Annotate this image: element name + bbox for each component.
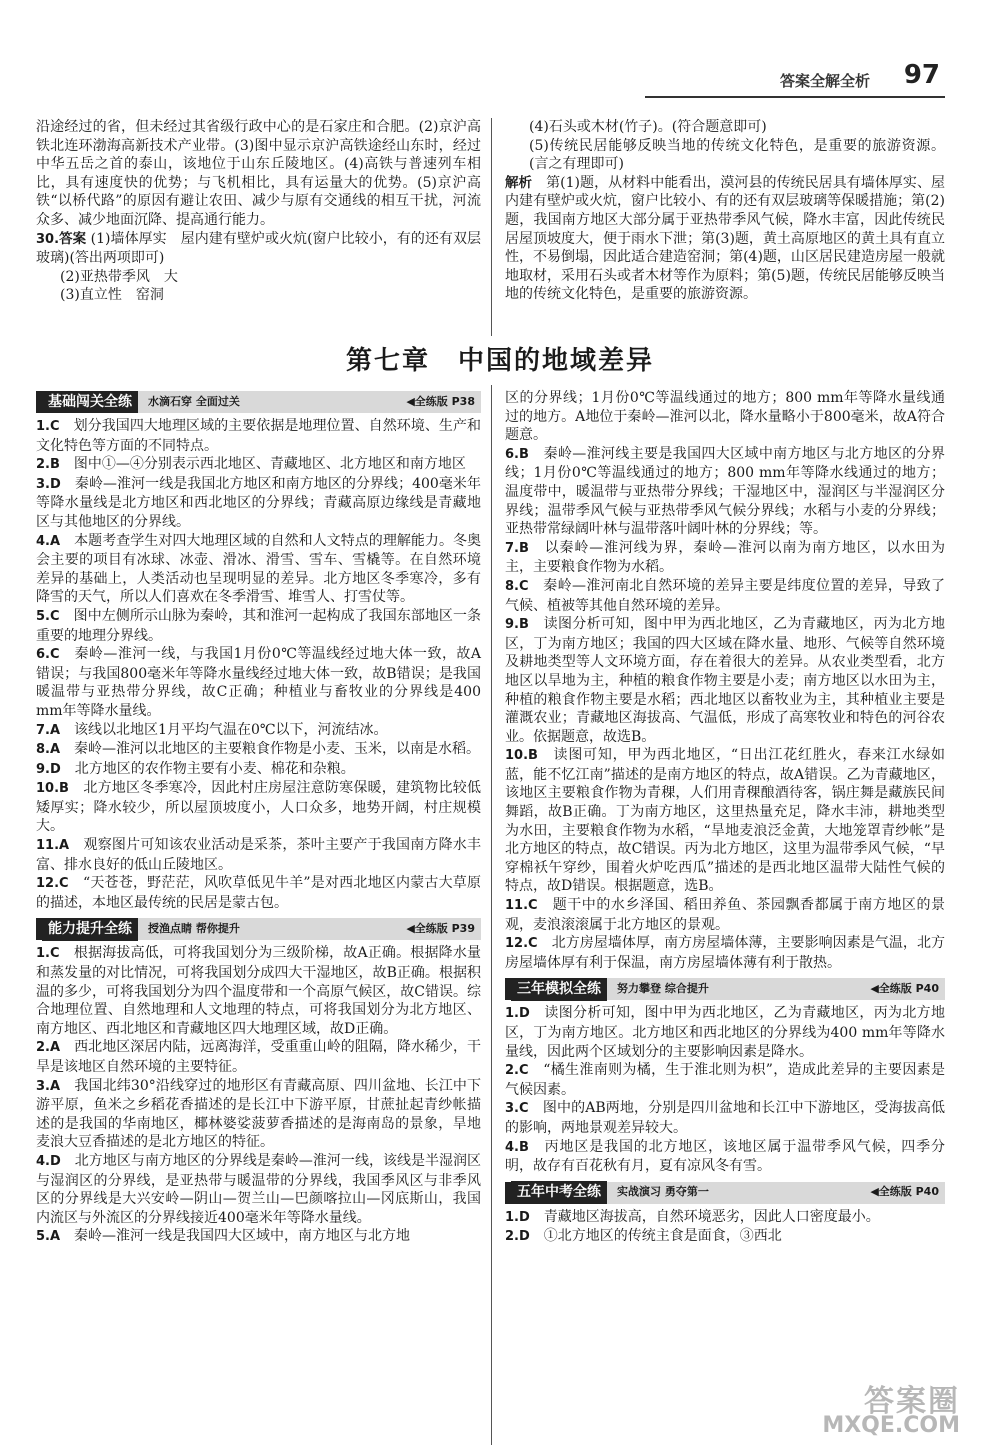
answer-item (36, 760, 481, 780)
answer-item (36, 532, 481, 607)
answer-item (505, 896, 945, 934)
answer-number: 3.D (36, 476, 61, 492)
section-ref: ◀全练版 P39 (406, 922, 475, 936)
answer-text: 读图分析可知，图中甲为西北地区，乙为青藏地区，丙为北方地区，丁为南方地区。北方地区和西北地区的分界线为400 mm年等降水量线，因此两个区域划分的主要影响因素是降水。 (505, 1005, 946, 1060)
answer-text: 西北地区深居内陆，远离海洋，受重重山岭的阻隔，降水稀少，干旱是该地区自然环境的主要特征。 (36, 1039, 482, 1075)
answer-item (36, 874, 481, 912)
answer-item (36, 607, 481, 645)
answer-item (505, 1227, 945, 1247)
column-divider-main (491, 385, 492, 1445)
answer-number: 11.C (505, 898, 538, 914)
page-number: 97 (903, 60, 940, 90)
answer-number: 8.A (36, 742, 61, 758)
answer-number: 12.C (505, 936, 538, 952)
answer-item (505, 1138, 945, 1176)
answer-text: 我国北纬30°沿线穿过的地形区有青藏高原、四川盆地、长江中下游平原，鱼米之乡稻花香描述的是长江中下游平原，甘蔗扯起青纱帐描述的是我国的华南地区，椰林婆娑菠萝香描述的是海南岛的景象，旱地麦浪大豆香描述的是北方地区的特征。 (36, 1077, 481, 1151)
answer-item (505, 1208, 945, 1228)
answer-text: 该线以北地区1月平均气温在0℃以下，河流结冰。 (74, 721, 388, 738)
answer-item (505, 1099, 945, 1137)
answer-text: 秦岭—淮河线主要是我国四大区域中南方地区与北方地区的分界线；1月份0℃等温线通过的地方；800 mm年等降水线通过的地方；温度带中，暖温带与亚热带分界线；干湿地区中，湿润区与半湿润区分界线；温带季风气候与亚热带季风气候分界线；水稻与小麦的分界线；亚热带常绿阔叶林与温带落叶阔叶林的分界线；等。 (505, 445, 946, 538)
answer-number: 4.A (36, 533, 61, 549)
answer-text: 北方地区与南方地区的分界线是秦岭—淮河一线，该线是半湿润区与湿润区的分界线，是亚热带与暖温带的分界线，我国季风区与非季风区的分界线是大兴安岭—阴山—贺兰山—巴颜喀拉山—冈底斯山，我国内流区与外流区的分界线接近400毫米年等降水量线。 (36, 1152, 481, 1226)
answer-text: ①北方地区的传统主食是面食，③西北 (543, 1228, 782, 1245)
chapter-title: 第七章 中国的地域差异 (345, 346, 654, 376)
answer-number: 4.D (36, 1153, 61, 1169)
answer-text: 图中左侧所示山脉为秦岭，其和淮河一起构成了我国东部地区一条重要的地理分界线。 (36, 607, 482, 644)
answer-text: 秦岭—淮河以北地区的主要粮食作物是小麦、玉米，以南是水稻。 (74, 741, 481, 758)
section-title: 三年模拟全练 (511, 978, 607, 1001)
column-divider-top (491, 118, 492, 336)
q29-analysis (505, 174, 945, 304)
analysis-text: 第(1)题，从材料中能看出，漠河县的传统民居具有墙体厚实、屋内建有壁炉或火炕，窗户比较小、有的还有双层玻璃等保暖措施；第(2)题，我国南方地区大部分属于亚热带季风气候，降水丰富，因此传统民居屋顶坡度大，便于雨水下泄；第(3)题，黄土高原地区的黄土具有直立性，不易倒塌，因此适合建造窑洞；第(4)题，山区居民建造房屋一般就地取材，采用石头或者木材等作为原料；第(5)题，传统民居能够反映当地的传统文化特色，是重要的旅游资源。 (505, 174, 945, 303)
five-year-answers (505, 1208, 945, 1247)
main-right-column (505, 389, 945, 1247)
answer-number: 2.C (505, 1063, 529, 1079)
answer-number: 2.A (36, 1040, 61, 1056)
answer-item (36, 1152, 481, 1227)
q30-number: 30. (36, 231, 60, 247)
section-ref: ◀全练版 P40 (870, 1185, 939, 1199)
section-subtitle: 授渔点睛 帮你提升 (148, 922, 240, 936)
answer-number: 1.C (36, 946, 60, 962)
q30-line-2: (2)亚热带季风 大 (60, 268, 178, 285)
answer-number: 7.B (505, 540, 529, 556)
answer-item (36, 1038, 481, 1076)
header-rule (645, 96, 945, 98)
answer-number: 2.D (505, 1229, 530, 1245)
answer-number: 6.B (505, 446, 529, 462)
answer-text: “橘生淮南则为橘，生于淮北则为枳”，造成此差异的主要因素是气候因素。 (505, 1062, 945, 1098)
section-banner-three-year (505, 978, 945, 1000)
answer-number: 5.C (36, 608, 60, 624)
answer-item (36, 721, 481, 741)
answer-item (505, 615, 945, 746)
answer-text: 北方房屋墙体厚，南方房屋墙体薄，主要影响因素是气温，北方房屋墙体厚有利于保温，南方房屋墙体薄有利于散热。 (505, 935, 946, 971)
answer-number: 3.A (36, 1078, 61, 1094)
answer-item (505, 1061, 945, 1099)
answer-item (36, 779, 481, 836)
answer-text: 以秦岭—淮河线为界，秦岭—淮河以南为南方地区，以水田为主，主要粮食作物为水稻。 (505, 539, 946, 576)
answer-text: 丙地区是我国的北方地区，该地区属于温带季风气候，四季分明，故存有百花秋有月，夏有凉风冬有雪。 (505, 1138, 946, 1175)
answer-number: 9.B (505, 617, 529, 633)
section-banner-basic (36, 391, 481, 413)
answer-item (36, 836, 481, 874)
answer-item (505, 539, 945, 577)
section-title: 能力提升全练 (42, 918, 138, 941)
three-year-answers (505, 1004, 945, 1175)
prev-answer-text: 沿途经过的省，但未经过其省级行政中心的是石家庄和合肥。(2)京沪高铁北连环渤海高新技术产业带。(3)图中显示京沪高铁途经山东时，经过中华五岳之首的泰山，该地位于山东丘陵地区。(4)高铁与普速列车相比，具有速度快的优势；与飞机相比，具有运量大的优势。(5)京沪高铁“以桥代路”的原因有避让农田、减少与原有交通线的相互干扰，河流众多、减少地面沉降、提高通行能力。 (36, 119, 481, 228)
watermark-text: 答案圈 (864, 1384, 960, 1419)
answer-number: 1.D (505, 1006, 530, 1022)
section-subtitle: 实战演习 勇夺第一 (617, 1185, 709, 1199)
answer-text: 青藏地区海拔高，自然环境恶劣，因此人口密度最小。 (543, 1208, 880, 1225)
answer-text: “天苍苍，野茫茫，风吹草低见牛羊”是对西北地区内蒙古大草原的描述，本地区最传统的民居是蒙古包。 (36, 875, 481, 911)
answer-text: 题干中的水乡泽国、稻田养鱼、茶园飘香都属于南方地区的景观，麦浪滚滚属于北方地区的景观。 (505, 897, 946, 933)
answer-text: 北方地区冬季寒冷，因此村庄房屋注意防寒保暖，建筑物比较低矮厚实；降水较少，所以屋顶坡度小，人口众多，地势开阔，村庄规模大。 (36, 780, 482, 835)
section-banner-ability (36, 918, 481, 940)
section-ref: ◀全练版 P40 (870, 982, 939, 996)
answer-item (36, 1227, 481, 1247)
answer-number: 12.C (36, 876, 69, 892)
ability-answers (36, 944, 481, 1247)
answer-item (505, 577, 945, 615)
section-banner-five-year (505, 1182, 945, 1204)
answer-item (505, 934, 945, 972)
answer-text: 秦岭—淮河南北自然环境的差异主要是纬度位置的差异，导致了气候、植被等其他自然环境的差异。 (505, 577, 946, 614)
page-header (0, 0, 1000, 100)
header-title: 答案全解全析 (779, 72, 870, 90)
answer-number: 7.A (36, 722, 61, 738)
answer-text: 北方地区的农作物主要有小麦、棉花和杂粮。 (74, 760, 355, 777)
q30-line-1: (1)墙体厚实 屋内建有壁炉或火炕(窗户比较小，有的还有双层玻璃)(答出两项即可) (36, 230, 482, 267)
answer-item (36, 944, 481, 1038)
answer-text: 秦岭—淮河一线，与我国1月份0℃等温线经过地大体一致，故A错误；与我国800毫米年等降水量线经过地大体一致，故B错误；是我国暖温带与亚热带分界线，故C正确；种植业与畜牧业的分界线是400 mm年等降水量线。 (36, 646, 482, 719)
answer-text: 图中①—④分别表示西北地区、青藏地区、北方地区和南方地区 (73, 456, 466, 473)
answer-item (36, 475, 481, 532)
ability-answers-cont (505, 389, 945, 972)
answer-text: 图中的AB两地，分别是四川盆地和长江中下游地区，受海拔高低的影响，两地景观差异较大。 (505, 1100, 945, 1136)
answer-number: 1.C (36, 419, 60, 434)
answer-item (505, 445, 945, 539)
answer-item (505, 1004, 945, 1061)
answer-number: 3.C (505, 1101, 529, 1117)
watermark-url: MXQE.COM (822, 1413, 960, 1438)
q30-label: 答案 (59, 230, 87, 247)
answer-item (36, 455, 481, 475)
q29-answer-4: (4)石头或木材(竹子)。(符合题意即可) (529, 119, 767, 135)
answer-number: 10.B (36, 781, 69, 797)
answer-number: 6.C (36, 647, 60, 663)
answer-item (505, 746, 945, 896)
section-title: 基础闯关全练 (42, 391, 138, 414)
answer-text: 根据海拔高低，可将我国划分为三级阶梯，故A正确。根据降水量和蒸发量的对比情况，可将我国划分成四大干湿地区，故B正确。根据积温的多少，可将我国划分为四个温度带和一个高原气候区，故C错误。综合地理位置、自然地理和人文地理的特点，可将我国划分为北方地区、南方地区、西北地区和青藏地区四大地理区域，故D正确。 (36, 945, 482, 1037)
q30-line-3: (3)直立性 窑洞 (60, 287, 164, 304)
answer-number: 5.A (36, 1229, 61, 1245)
answer-text: 本题考查学生对四大地理区域的自然和人文特点的理解能力。冬奥会主要的项目有冰球、冰壶、滑冰、滑雪、雪车、雪橇等。在自然环境差异的基础上，人类活动也呈现明显的差异。北方地区冬季寒冷，多有降雪的天气，所以人们喜欢在冬季滑雪、堆雪人、打雪仗等。 (36, 532, 482, 606)
basic-answers (36, 417, 481, 912)
answer-item (505, 389, 945, 445)
section-ref: ◀全练版 P38 (406, 394, 475, 408)
analysis-label: 解析 (505, 174, 533, 191)
watermark-logo (822, 1376, 960, 1438)
answer-number: 10.B (505, 748, 538, 764)
answer-text: 读图分析可知，图中甲为西北地区，乙为青藏地区，丙为北方地区，丁为南方地区；我国的四大区域在降水量、地形、气候等自然环境及耕地类型等人文环境方面，存在着很大的差异。从农业类型看，北方地区以旱地为主，种植的粮食作物主要是小麦；南方地区以水田为主，种植的粮食作物主要是水稻；西北地区以畜牧业为主，其种植业主要是灌溉农业；青藏地区海拔高、气温低，形成了高寒牧业和特色的河谷农业。依据题意，故选B。 (505, 616, 946, 745)
section-subtitle: 水滴石穿 全面过关 (148, 394, 240, 408)
answer-item (36, 1077, 481, 1152)
answer-text: 秦岭—淮河一线是我国北方地区和南方地区的分界线；400毫米年等降水量线是北方地区和西北地区的分界线；青藏高原边缘线是青藏地区与其他地区的分界线。 (36, 475, 481, 530)
answer-item (36, 645, 481, 720)
section-subtitle: 努力攀登 综合提升 (617, 982, 709, 996)
answer-item (36, 417, 481, 455)
answer-number: 9.D (36, 761, 61, 777)
answer-text: 读图可知，甲为西北地区，“日出江花红胜火，春来江水绿如蓝，能不忆江南”描述的是南方地区的特点，故A错误。乙为青藏地区，该地区主要粮食作物为青稞，人们用青稞酿酒待客，锅庄舞是藏族民间舞蹈，故B正确。丁为南方地区，这里热量充足，降水丰沛，耕地类型为水田，主要粮食作物为水稻，“旱地麦浪泛金黄，大地笼罩青纱帐”是北方地区的特点，故C错误。丙为北方地区，这里为温带季风气候，“早穿棉袄午穿纱，围着火炉吃西瓜”描述的是西北地区温带大陆性气候的特点，故D错误。根据题意，选B。 (505, 747, 946, 895)
answer-number: 11.A (36, 838, 70, 854)
q30-answer (36, 230, 481, 268)
answer-number: 8.C (505, 578, 529, 594)
q29-answer-5: (5)传统民居能够反映当地的传统文化特色，是重要的旅游资源。(言之有理即可) (529, 137, 945, 173)
answer-text: 秦岭—淮河一线是我国四大区域中，南方地区与北方地 (74, 1228, 411, 1245)
answer-text: 划分我国四大地理区域的主要依据是地理位置、自然环境、生产和文化特色等方面的不同特点。 (36, 418, 482, 454)
answer-number: 4.B (505, 1139, 529, 1155)
top-right-column (505, 118, 945, 304)
answer-number: 2.B (36, 457, 60, 473)
answer-item (36, 740, 481, 760)
main-left-column (36, 385, 481, 1247)
top-left-column (36, 118, 481, 305)
answer-text: 观察图片可知该农业活动是采茶，茶叶主要产于我国南方降水丰富、排水良好的低山丘陵地区。 (36, 837, 482, 873)
section-title: 五年中考全练 (511, 1181, 607, 1204)
answer-text: 区的分界线；1月份0℃等温线通过的地方；800 mm年等降水量线通过的地方。A地位于秦岭—淮河以北，降水量略小于800毫米，故A符合题意。 (505, 390, 945, 444)
answer-number: 1.D (505, 1209, 530, 1225)
